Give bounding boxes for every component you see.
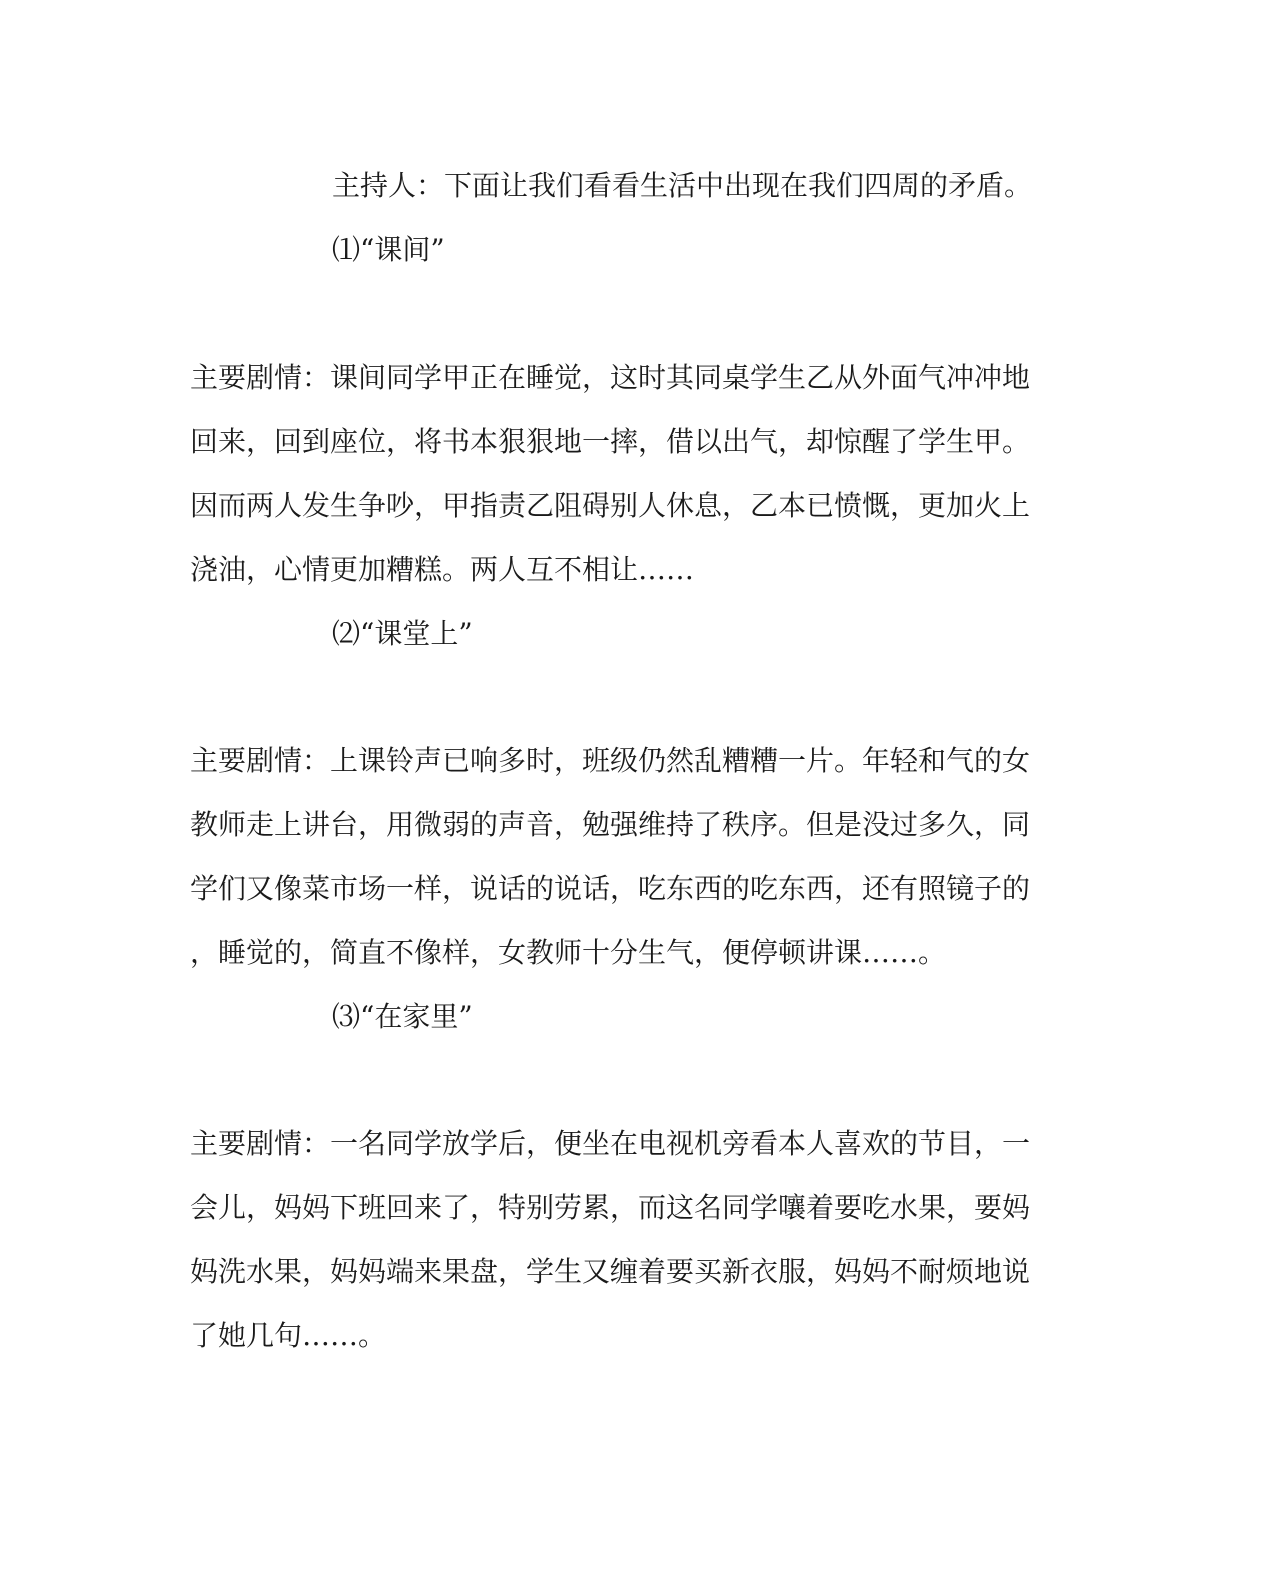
scene-1-plot-line: 回来，回到座位，将书本狠狠地一摔，借以出气，却惊醒了学生甲。 (190, 425, 1031, 458)
scene-3-plot-line: 主要剧情：一名同学放学后，便坐在电视机旁看本人喜欢的节目，一 (190, 1127, 1031, 1160)
scene-1-plot-line: 主要剧情：课间同学甲正在睡觉，这时其同桌学生乙从外面气冲冲地 (190, 361, 1031, 394)
scene-2-plot-line: 主要剧情：上课铃声已响多时，班级仍然乱糟糟一片。年轻和气的女 (190, 744, 1031, 777)
scene-3-plot-line: 妈洗水果，妈妈端来果盘，学生又缠着要买新衣服，妈妈不耐烦地说 (190, 1255, 1031, 1288)
host-intro-line: 主持人：下面让我们看看生活中出现在我们四周的矛盾。 (332, 169, 1033, 202)
scene-1-plot-line: 浇油，心情更加糟糕。两人互不相让…… (190, 553, 695, 586)
scene-1-plot-line: 因而两人发生争吵，甲指责乙阻碍别人休息，乙本已愤慨，更加火上 (190, 489, 1031, 522)
scene-2-plot-line: 学们又像菜市场一样，说话的说话，吃东西的吃东西，还有照镜子的 (190, 872, 1031, 905)
scene-1-heading: ⑴“课间” (332, 233, 445, 266)
scene-3-plot-line: 会儿，妈妈下班回来了，特别劳累，而这名同学嚷着要吃水果，要妈 (190, 1191, 1031, 1224)
scene-2-plot-line: 教师走上讲台，用微弱的声音，勉强维持了秩序。但是没过多久，同 (190, 808, 1031, 841)
scene-3-plot-line: 了她几句……。 (190, 1319, 387, 1352)
scene-2-heading: ⑵“课堂上” (332, 617, 473, 650)
scene-3-heading: ⑶“在家里” (332, 1000, 473, 1033)
scene-2-plot-line: ，睡觉的，简直不像样，女教师十分生气，便停顿讲课……。 (190, 936, 947, 969)
